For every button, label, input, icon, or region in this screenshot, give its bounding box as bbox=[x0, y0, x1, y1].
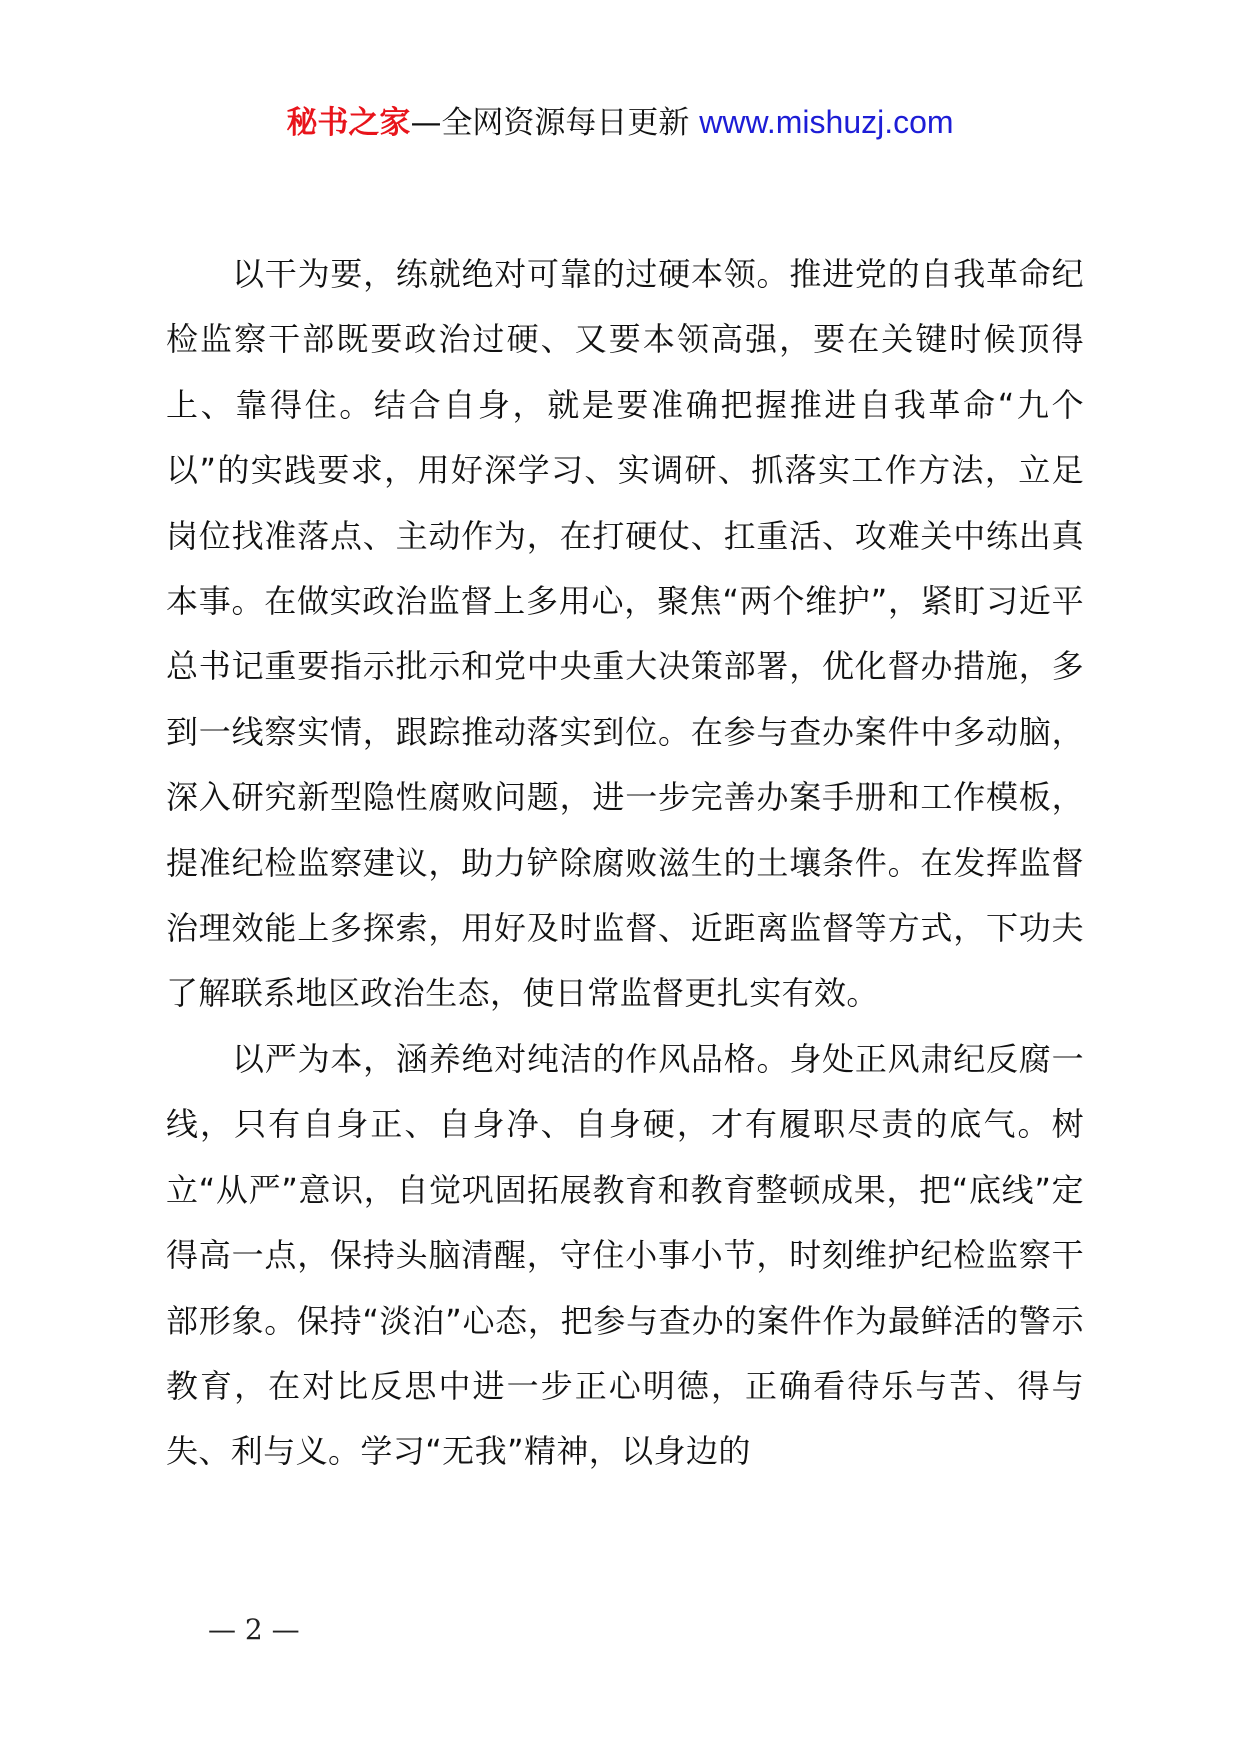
paragraph-1: 以干为要，练就绝对可靠的过硬本领。推进党的自我革命纪检监察干部既要政治过硬、又要本领高强，要在关键时候顶得上、靠得住。结合自身，就是要准确把握推进自我革命“九个以”的实践要求，用好深学习、实调研、抓落实工作方法，立足岗位找准落点、主动作为，在打硬仗、扛重活、攻难关中练出真本事。在做实政治监督上多用心，聚焦“两个维护”，紧盯习近平总书记重要指示批示和党中央重大决策部署，优化督办措施，多到一线察实情，跟踪推动落实到位。在参与查办案件中多动脑，深入研究新型隐性腐败问题，进一步完善办案手册和工作模板，提准纪检监察建议，助力铲除腐败滋生的土壤条件。在发挥监督治理效能上多探索，用好及时监督、近距离监督等方式，下功夫了解联系地区政治生态，使日常监督更扎实有效。 bbox=[166, 255, 1084, 1013]
page-number: — 2 — bbox=[208, 1613, 300, 1646]
site-slogan: —全网资源每日更新 bbox=[410, 105, 690, 141]
site-url-link[interactable]: www.mishuzj.com bbox=[699, 104, 954, 140]
paragraph-2: 以严为本，涵养绝对纯洁的作风品格。身处正风肃纪反腐一线，只有自身正、自身净、自身硬，才有履职尽责的底气。树立“从严”意识，自觉巩固拓展教育和教育整顿成果，把“底线”定得高一点，保持头脑清醒，守住小事小节，时刻维护纪检监察干部形象。保持“淡泊”心态，把参与查办的案件作为最鲜活的警示教育，在对比反思中进一步正心明德，正确看待乐与苦、得与失、利与义。学习“无我”精神，以身边的 bbox=[166, 1039, 1084, 1471]
document-body bbox=[166, 242, 1084, 1485]
site-brand: 秘书之家 bbox=[286, 105, 411, 141]
site-header bbox=[0, 102, 1240, 143]
